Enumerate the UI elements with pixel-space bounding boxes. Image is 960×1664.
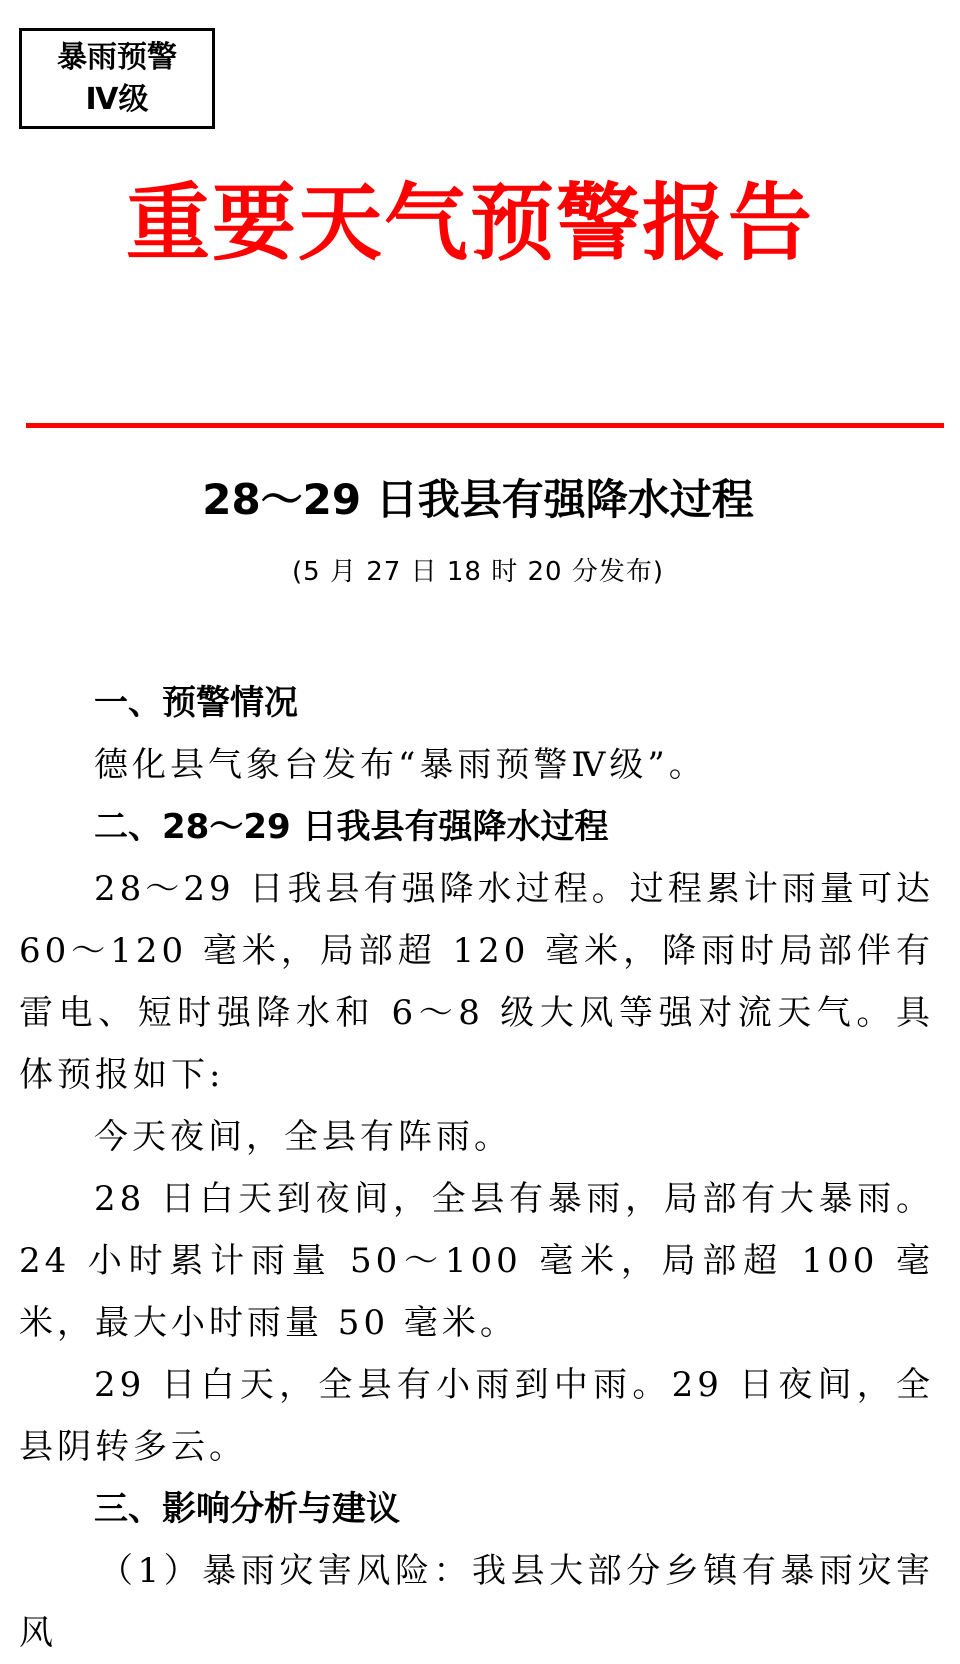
- red-divider: [26, 423, 944, 428]
- badge-warning-type: 暴雨预警: [57, 39, 177, 75]
- warning-level-badge: [19, 28, 215, 129]
- paragraph-tonight-forecast: 今天夜间，全县有阵雨。: [94, 1117, 512, 1157]
- section-heading-rainfall-process: 二、28～29 日我县有强降水过程: [94, 807, 609, 847]
- badge-warning-level: Ⅳ级: [85, 81, 149, 117]
- paragraph-28th-forecast: 28 日白天到夜间，全县有暴雨，局部有大暴雨。24 小时累计雨量 50～100 毫米，局部超 100 毫米，最大小时雨量 50 毫米。: [19, 1179, 934, 1343]
- paragraph-rainfall-overview: 28～29 日我县有强降水过程。过程累计雨量可达 60～120 毫米，局部超 120 毫米，降雨时局部伴有雷电、短时强降水和 6～8 级大风等强对流天气。具体预报如下:: [19, 869, 934, 1095]
- paragraph-warning-status: 德化县气象台发布“暴雨预警Ⅳ级”。: [94, 745, 707, 785]
- report-body: [19, 672, 934, 1664]
- section-heading-impact-advice: 三、影响分析与建议: [94, 1489, 400, 1529]
- section-heading-warning-status: 一、预警情况: [94, 683, 298, 723]
- paragraph-rainstorm-risk: （1）暴雨灾害风险：我县大部分乡镇有暴雨灾害风: [19, 1551, 934, 1653]
- report-subtitle: 28～29 日我县有强降水过程: [202, 475, 754, 524]
- paragraph-29th-forecast: 29 日白天，全县有小雨到中雨。29 日夜间，全县阴转多云。: [19, 1365, 934, 1467]
- issue-time: (5 月 27 日 18 时 20 分发布): [292, 557, 664, 587]
- report-title: 重要天气预警报告: [125, 173, 814, 272]
